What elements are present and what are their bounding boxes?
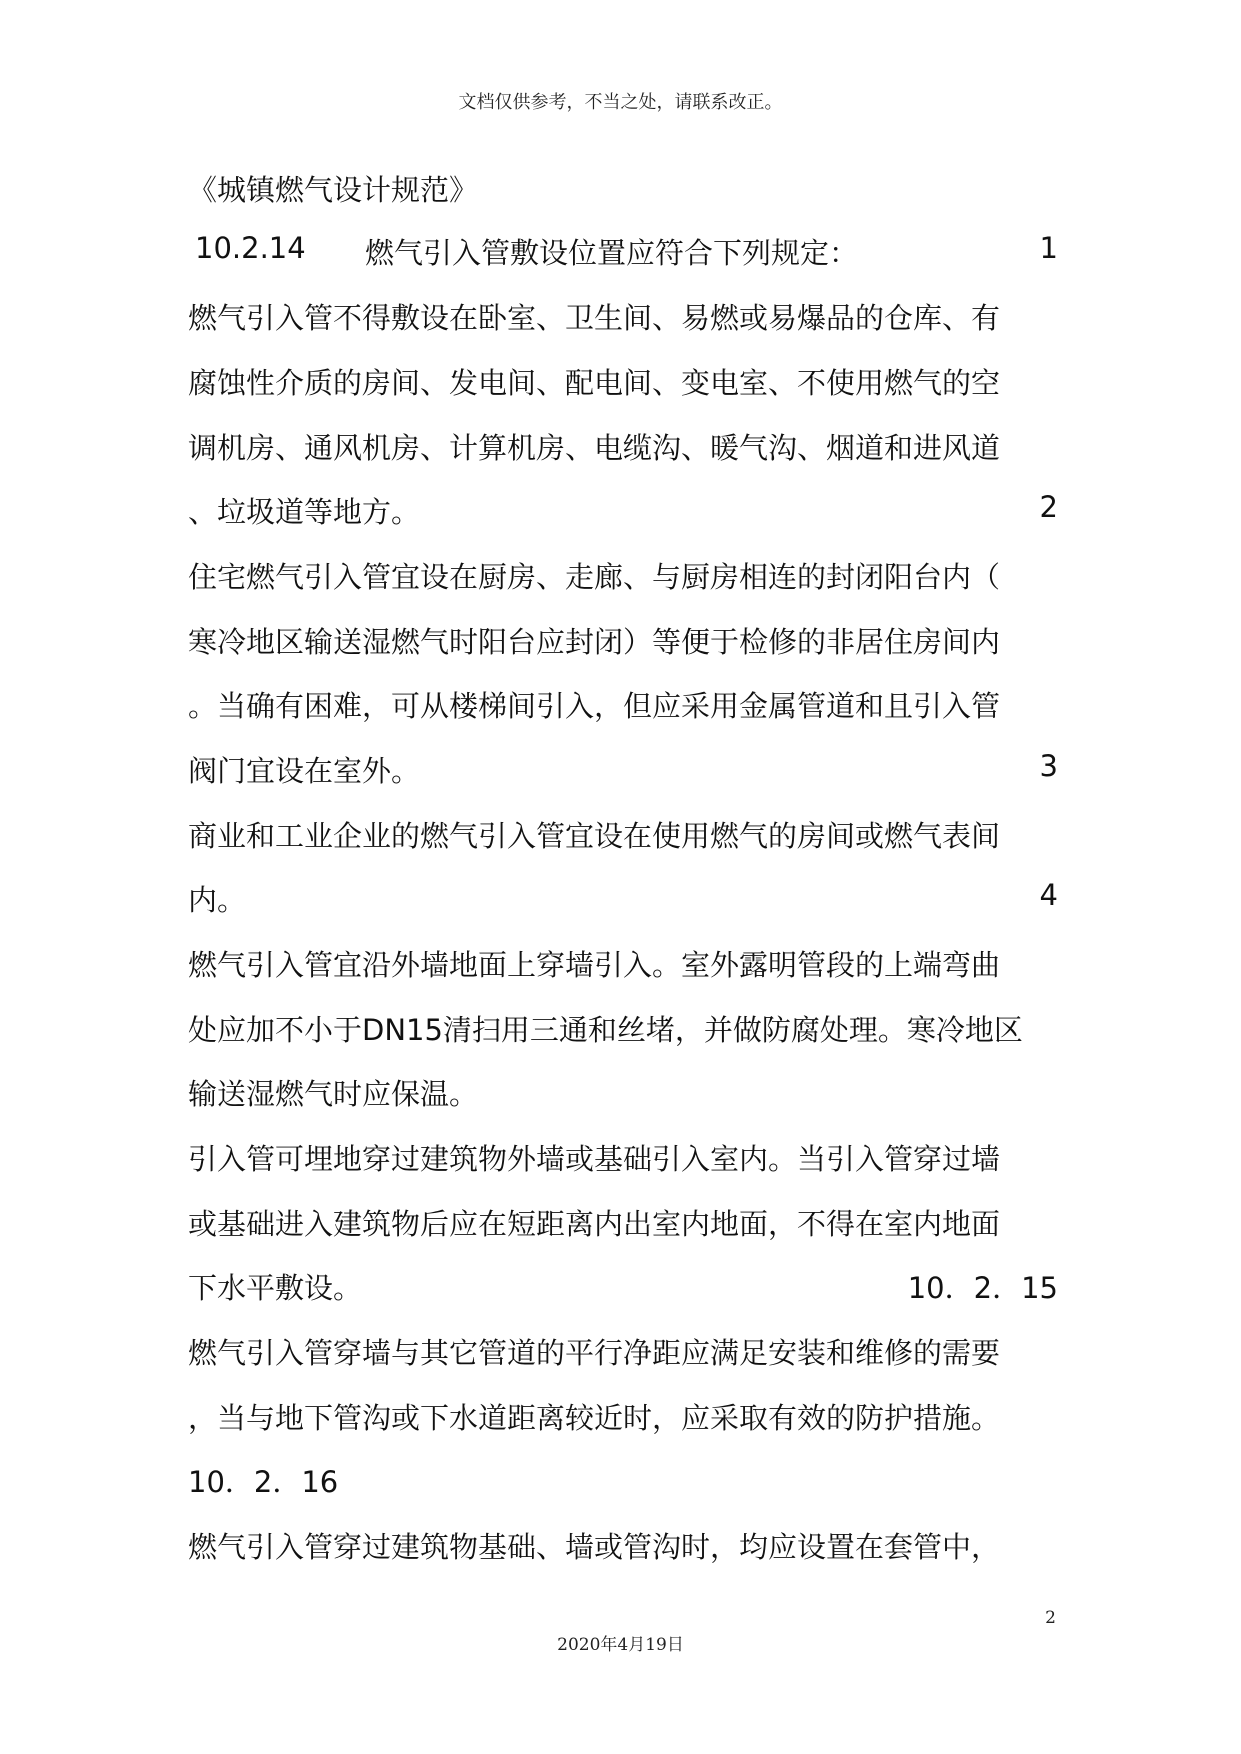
body-line: 住宅燃气引入管宜设在厨房、走廊、与厨房相连的封闭阳台内（ — [188, 560, 1001, 594]
item-number-4: 4 — [1039, 878, 1058, 912]
body-line: 燃气引入管穿墙与其它管道的平行净距应满足安装和维修的需要 — [188, 1336, 1001, 1370]
section-number: 10.2.14 — [195, 231, 306, 265]
body-line: 调机房、通风机房、计算机房、电缆沟、暖气沟、烟道和进风道 — [188, 431, 1001, 465]
body-line: 腐蚀性介质的房间、发电间、配电间、变电室、不使用燃气的空 — [188, 366, 1001, 400]
document-title: 《城镇燃气设计规范》 — [188, 173, 479, 207]
body-line: 或基础进入建筑物后应在短距离内出室内地面，不得在室内地面 — [188, 1207, 1001, 1241]
body-line: 燃气引入管宜沿外墙地面上穿墙引入。室外露明管段的上端弯曲 — [188, 948, 1001, 982]
body-line: 。当确有困难，可从楼梯间引入，但应采用金属管道和且引入管 — [188, 689, 1001, 723]
body-line: ，当与地下管沟或下水道距离较近时，应采取有效的防护措施。 — [188, 1401, 1001, 1435]
body-line: 内。 — [188, 883, 247, 917]
page-number: 2 — [1045, 1608, 1056, 1628]
section-number-15: 10．2．15 — [907, 1271, 1058, 1305]
section-number-16: 10．2．16 — [188, 1465, 339, 1499]
body-line: 燃气引入管不得敷设在卧室、卫生间、易燃或易爆品的仓库、有 — [188, 301, 1001, 335]
item-number-3: 3 — [1039, 749, 1058, 783]
body-line: 阀门宜设在室外。 — [188, 754, 421, 788]
body-line: 燃气引入管穿过建筑物基础、墙或管沟时，均应设置在套管中， — [188, 1530, 1001, 1564]
item-number-2: 2 — [1039, 490, 1058, 524]
body-line: 输送湿燃气时应保温。 — [188, 1077, 479, 1111]
section-heading: 燃气引入管敷设位置应符合下列规定： — [365, 236, 859, 270]
body-line: 处应加不小于DN15清扫用三通和丝堵，并做防腐处理。寒冷地区 — [188, 1013, 1023, 1047]
body-line: 下水平敷设。 — [188, 1271, 363, 1305]
body-line: 商业和工业企业的燃气引入管宜设在使用燃气的房间或燃气表间 — [188, 819, 1001, 853]
body-line: 寒冷地区输送湿燃气时阳台应封闭）等便于检修的非居住房间内 — [188, 625, 1001, 659]
item-number-1: 1 — [1039, 231, 1058, 265]
page-header-note: 文档仅供参考，不当之处，请联系改正。 — [458, 92, 783, 113]
body-line: 引入管可埋地穿过建筑物外墙或基础引入室内。当引入管穿过墙 — [188, 1142, 1001, 1176]
body-line: 、垃圾道等地方。 — [188, 495, 421, 529]
footer-date: 2020年4月19日 — [557, 1635, 684, 1655]
